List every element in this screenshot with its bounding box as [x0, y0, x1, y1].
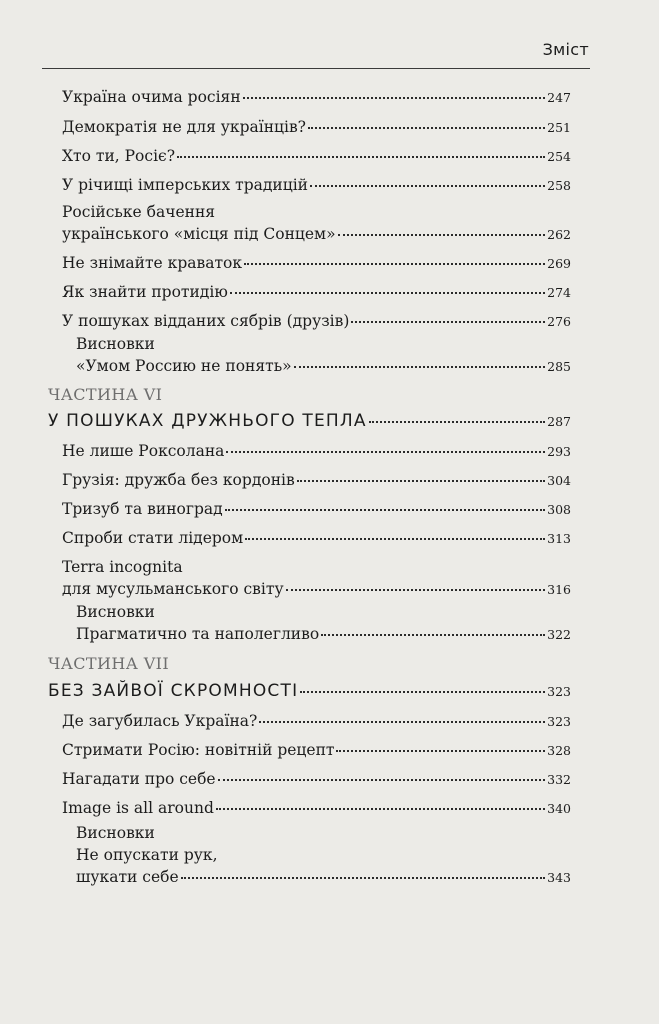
toc-entry[interactable] — [62, 498, 571, 521]
part-label: ЧАСТИНА VII — [48, 654, 170, 673]
toc-entry[interactable] — [62, 252, 571, 275]
toc-entry[interactable] — [62, 116, 571, 139]
dot-leader — [230, 291, 545, 294]
dot-leader — [259, 720, 545, 723]
toc-entry-page: 293 — [547, 444, 571, 459]
toc-entry-title: Тризуб та виноград — [62, 500, 223, 518]
toc-entry[interactable] — [76, 623, 571, 646]
toc-entry-title: Не лише Роксолана — [62, 442, 225, 460]
toc-entry-title: для мусульманського світу — [62, 580, 284, 598]
toc-entry-page: 323 — [547, 684, 571, 699]
toc-entry[interactable] — [62, 578, 571, 601]
toc-entry-page: 316 — [547, 582, 571, 597]
dot-leader — [336, 749, 545, 752]
toc-entry-page: 247 — [547, 90, 571, 105]
toc-entry-title-line2: Не опускати рук, — [76, 846, 218, 864]
part-title: У ПОШУКАХ ДРУЖНЬОГО ТЕПЛА — [48, 411, 367, 431]
toc-entry-title: Image is all around — [62, 799, 214, 817]
toc-entry-page: 308 — [547, 502, 571, 517]
toc-entry[interactable] — [62, 739, 571, 762]
dot-leader — [218, 778, 546, 781]
toc-entry-title: Де загубилась Україна? — [62, 712, 258, 730]
toc-entry[interactable] — [62, 310, 571, 333]
toc-entry-page: 313 — [547, 531, 571, 546]
dot-leader — [310, 184, 545, 187]
toc-entry[interactable] — [76, 355, 571, 378]
toc-entry-page: 332 — [547, 772, 571, 787]
toc-entry-title: шукати себе — [76, 868, 179, 886]
toc-entry-title: Хто ти, Росіє? — [62, 147, 176, 165]
toc-entry[interactable] — [62, 145, 571, 168]
dot-leader — [177, 155, 545, 158]
toc-entry-title: У пошуках відданих сябрів (друзів) — [62, 312, 350, 330]
part-title-entry[interactable] — [48, 410, 571, 433]
dot-leader — [245, 537, 545, 540]
toc-entry-page: 285 — [547, 359, 571, 374]
toc-entry-title: Прагматично та наполегливо — [76, 625, 320, 643]
dot-leader — [286, 588, 546, 591]
toc-entry-page: 340 — [547, 801, 571, 816]
dot-leader — [181, 876, 545, 879]
dot-leader — [243, 96, 545, 99]
toc-entry[interactable] — [62, 527, 571, 550]
toc-entry-title: Нагадати про себе — [62, 770, 216, 788]
dot-leader — [226, 450, 545, 453]
toc-entry-title: Демократія не для українців? — [62, 118, 306, 136]
toc-entry-page: 343 — [547, 870, 571, 885]
dot-leader — [300, 690, 545, 693]
toc-entry-title: Стримати Росію: новітній рецепт — [62, 741, 335, 759]
toc-entry-page: 251 — [547, 120, 571, 135]
toc-entry[interactable] — [62, 710, 571, 733]
toc-entry-page: 304 — [547, 473, 571, 488]
toc-entry[interactable] — [62, 469, 571, 492]
dot-leader — [216, 807, 545, 810]
toc-entry[interactable] — [76, 866, 571, 889]
header-rule — [42, 68, 590, 69]
toc-entry-page: 323 — [547, 714, 571, 729]
toc-entry-title: Грузія: дружба без кордонів — [62, 471, 295, 489]
toc-entry-title: Як знайти протидію — [62, 283, 228, 301]
toc-entry-title: У річищі імперських традицій — [62, 176, 308, 194]
toc-entry-title-line1: Висновки — [76, 603, 155, 621]
toc-entry-title: «Умом Россию не понять» — [76, 357, 292, 375]
dot-leader — [294, 365, 546, 368]
toc-entry[interactable] — [62, 281, 571, 304]
dot-leader — [297, 479, 545, 482]
toc-entry[interactable] — [62, 86, 571, 109]
dot-leader — [225, 508, 545, 511]
dot-leader — [351, 320, 545, 323]
running-head: Зміст — [542, 40, 589, 59]
toc-entry-page: 258 — [547, 178, 571, 193]
dot-leader — [308, 126, 545, 129]
part-title-entry[interactable] — [48, 680, 571, 703]
toc-entry-title: Не знімайте краваток — [62, 254, 243, 272]
toc-entry-page: 269 — [547, 256, 571, 271]
part-label: ЧАСТИНА VI — [48, 385, 163, 404]
toc-entry-page: 276 — [547, 314, 571, 329]
toc-entry-page: 254 — [547, 149, 571, 164]
toc-entry-title-line1: Висновки — [76, 335, 155, 353]
toc-entry-title: Спроби стати лідером — [62, 529, 244, 547]
dot-leader — [338, 233, 546, 236]
toc-entry-title-line1: Terra incognita — [62, 558, 183, 576]
toc-entry-title-line1: Російське бачення — [62, 203, 216, 221]
dot-leader — [321, 633, 545, 636]
toc-entry-page: 287 — [547, 414, 571, 429]
part-title: БЕЗ ЗАЙВОЇ СКРОМНОСТІ — [48, 681, 299, 701]
toc-entry-page: 274 — [547, 285, 571, 300]
dot-leader — [244, 262, 545, 265]
toc-entry[interactable] — [62, 223, 571, 246]
toc-entry[interactable] — [62, 768, 571, 791]
toc-entry-title: українського «місця під Сонцем» — [62, 225, 336, 243]
toc-entry-page: 322 — [547, 627, 571, 642]
toc-entry-page: 262 — [547, 227, 571, 242]
dot-leader — [369, 420, 545, 423]
toc-entry-title-line1: Висновки — [76, 824, 155, 842]
toc-entry-page: 328 — [547, 743, 571, 758]
toc-entry-title: Україна очима росіян — [62, 88, 241, 106]
toc-entry[interactable] — [62, 440, 571, 463]
toc-entry[interactable] — [62, 797, 571, 820]
toc-entry[interactable] — [62, 174, 571, 197]
